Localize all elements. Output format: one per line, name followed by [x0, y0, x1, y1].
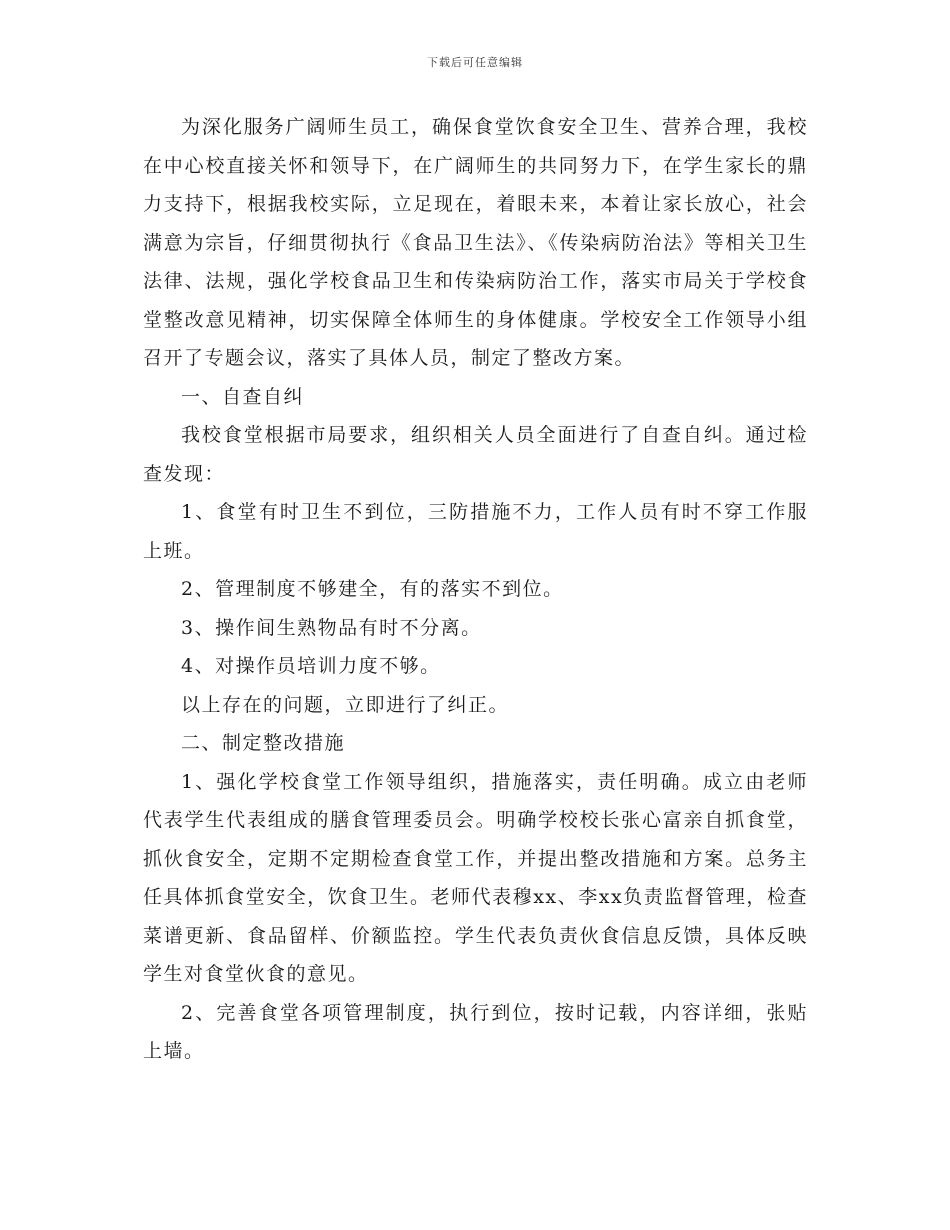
- measure-item: 1、强化学校食堂工作领导组织，措施落实，责任明确。成立由老师代表学生代表组成的膳食管理委员会。明确学校校长张心富亲自抓食堂，抓伙食安全，定期不定期检查食堂工作，并提出整改措施和方案。总务主任具体抓食堂安全，饮食卫生。老师代表穆xx、李xx负责监督管理，检查菜谱更新、食品留样、价额监控。学生代表负责伙食信息反馈，具体反映学生对食堂伙食的意见。: [143, 770, 808, 985]
- page-header: 下载后可任意编辑: [427, 56, 523, 69]
- correction-paragraph: 以上存在的问题，立即进行了纠正。: [181, 693, 510, 716]
- measure-item: 2、完善食堂各项管理制度，执行到位，按时记载，内容详细，张贴上墙。: [143, 1001, 808, 1062]
- section-heading-self-inspection: 一、自查自纠: [181, 385, 305, 408]
- finding-item: 2、管理制度不够建全，有的落实不到位。: [181, 578, 564, 600]
- finding-item: 1、食堂有时卫生不到位，三防措施不力，工作人员有时不穿工作服上班。: [143, 501, 808, 562]
- finding-item: 3、操作间生熟物品有时不分离。: [181, 616, 482, 639]
- document-body: [143, 108, 808, 1071]
- inspection-paragraph: 我校食堂根据市局要求，组织相关人员全面进行了自查自纠。通过检查发现：: [143, 424, 808, 485]
- finding-item: 4、对操作员培训力度不够。: [181, 655, 441, 677]
- section-heading-measures: 二、制定整改措施: [181, 732, 346, 754]
- intro-paragraph: 为深化服务广阔师生员工，确保食堂饮食安全卫生、营养合理，我校在中心校直接关怀和领导下，在广阔师生的共同努力下，在学生家长的鼎力支持下，根据我校实际，立足现在，着眼未来，本着让家长放心，社会满意为宗旨，仔细贯彻执行《食品卫生法》、《传染病防治法》等相关卫生法律、法规，强化学校食品卫生和传染病防治工作，落实市局关于学校食堂整改意见精神，切实保障全体师生的身体健康。学校安全工作领导小组召开了专题会议，落实了具体人员，制定了整改方案。: [143, 116, 808, 369]
